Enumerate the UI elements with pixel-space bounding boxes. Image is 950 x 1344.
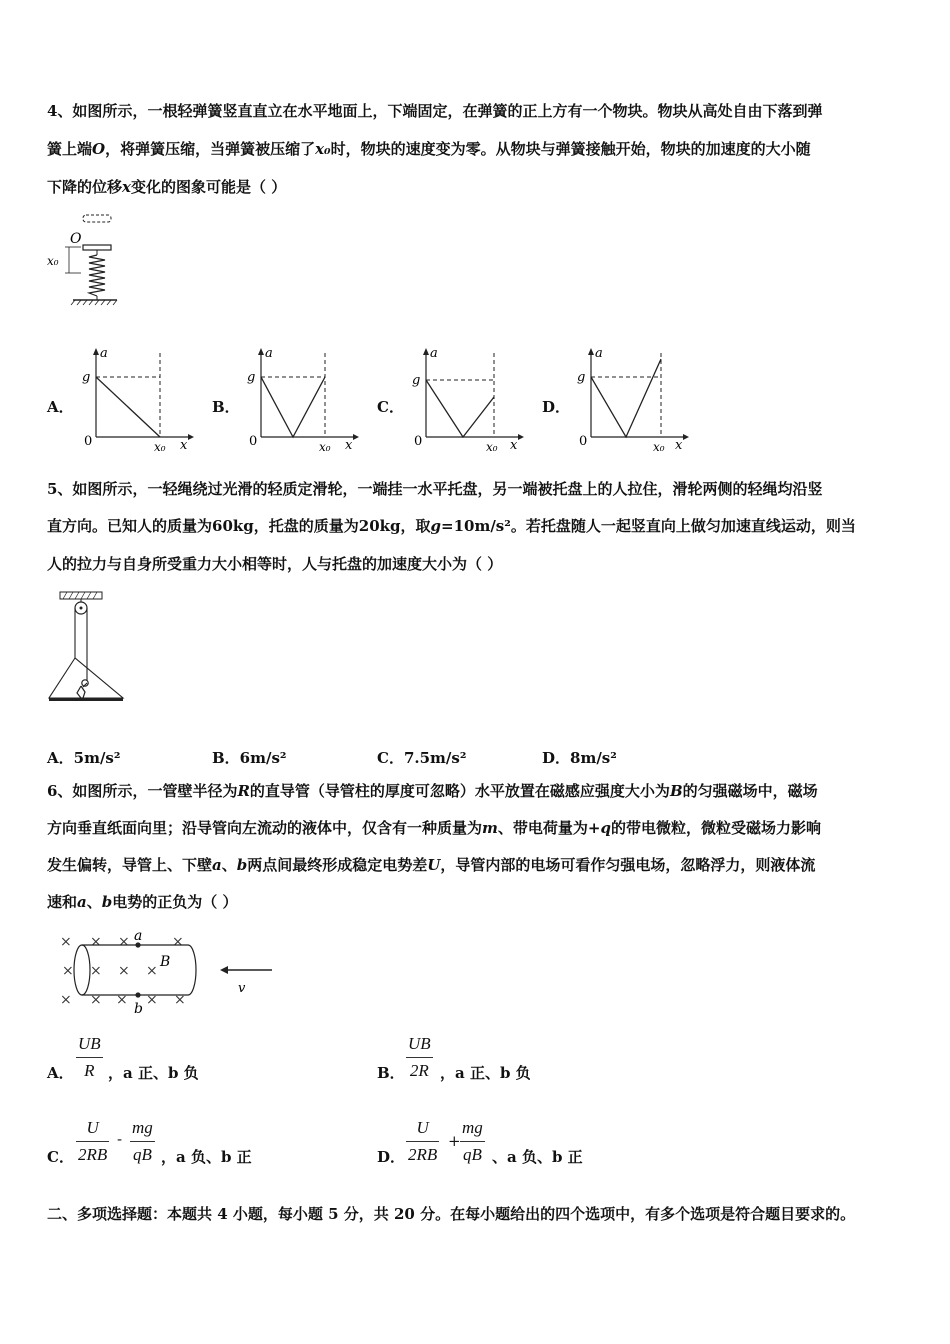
q6-text: 6、如图所示，一管壁半径为: [47, 782, 238, 800]
q6-text: 速和: [47, 893, 78, 911]
numerator: U: [416, 1118, 429, 1137]
q6-var-a: a: [77, 893, 87, 911]
q6-text: 的带电微粒，微粒受磁场力影响: [610, 819, 821, 837]
graph-c-label-x: x: [510, 438, 518, 453]
q5-option-b[interactable]: B．6m/s²: [212, 749, 287, 767]
q6-var-u: U: [427, 856, 441, 874]
spring-figure: [45, 210, 125, 310]
q5-option-d[interactable]: D．8m/s²: [542, 749, 617, 767]
q4-var-o: O: [92, 140, 106, 158]
point-b: [135, 992, 140, 997]
q6-option-a-text: ，a 正、b 负: [108, 1064, 199, 1082]
denominator: 2R: [409, 1061, 429, 1080]
cross: ×: [62, 963, 74, 979]
q4-option-d-label[interactable]: D．: [542, 398, 571, 416]
q6-option-b-label[interactable]: B．: [377, 1064, 405, 1082]
graph-c-label-g: g: [412, 373, 421, 388]
pulley-figure: [45, 590, 135, 710]
graph-d[interactable]: [573, 345, 693, 455]
graph-c-curve: [426, 380, 494, 437]
q6-option-d-fraction-1: [406, 1118, 439, 1165]
graph-c-label-a: a: [430, 346, 438, 361]
q5-line-2: [47, 517, 907, 536]
graph-d-curve: [591, 359, 661, 437]
cross: ×: [60, 992, 72, 1008]
graph-a-label-g: g: [82, 370, 91, 385]
graph-a-curve: [96, 377, 160, 437]
label-a: a: [134, 928, 143, 944]
q5-text: =10m/s²。若托盘随人一起竖直向上做匀加速直线运动，则当: [441, 517, 856, 535]
q4-option-c-label[interactable]: C．: [377, 398, 404, 416]
cross: ×: [60, 934, 72, 950]
q6-option-b-fraction: [406, 1034, 433, 1081]
q6-line-1: [47, 782, 907, 801]
graph-a-label-x0: x₀: [154, 440, 166, 454]
graph-b-label-g: g: [247, 370, 256, 385]
graph-b[interactable]: [243, 345, 363, 455]
q4-text: ，将弹簧压缩，当弹簧被压缩了: [105, 140, 316, 158]
q6-var-b: b: [101, 893, 113, 911]
cross: ×: [174, 992, 186, 1008]
q6-text: 方向垂直纸面向里；沿导管向左流动的液体中，仅含有一种质量为: [47, 819, 483, 837]
q6-var-r: R: [237, 782, 250, 800]
cross: ×: [118, 934, 130, 950]
q6-option-d-operator: +: [448, 1132, 461, 1150]
q4-text: 时，物块的速度变为零。从物块与弹簧接触开始，物块的加速度的大小随: [330, 140, 811, 158]
cross: ×: [116, 992, 128, 1008]
tray: [49, 698, 123, 701]
person-icon: [77, 680, 88, 698]
q6-option-c-label[interactable]: C．: [47, 1148, 74, 1166]
q6-line-4: [47, 893, 907, 912]
q6-var-m: m: [482, 819, 498, 837]
graph-d-label-x0: x₀: [653, 440, 665, 454]
denominator: R: [84, 1061, 95, 1080]
spring-cap: [83, 245, 111, 250]
graph-d-label-x: x: [675, 438, 683, 453]
q6-line-2: [47, 819, 907, 838]
q6-text: 、: [86, 893, 102, 911]
denominator: 2RB: [408, 1145, 438, 1164]
q6-option-d-fraction-2: [460, 1118, 485, 1165]
cross: ×: [146, 963, 158, 979]
q6-option-b-text: ，a 正、b 负: [440, 1064, 531, 1082]
graph-c[interactable]: [408, 345, 528, 455]
q6-text: 、: [221, 856, 237, 874]
q6-var-a: a: [212, 856, 222, 874]
q6-text: 电势的正负为（ ）: [112, 893, 238, 911]
graph-a[interactable]: [78, 345, 198, 455]
graph-a-label-0: 0: [84, 434, 93, 449]
q6-text: 发生偏转，导管上、下壁: [47, 856, 213, 874]
falling-block-dashed: [83, 215, 111, 222]
cross: ×: [118, 963, 130, 979]
q6-option-a-fraction: [76, 1034, 103, 1081]
q6-text: 两点间最终形成稳定电势差: [247, 856, 428, 874]
graph-b-label-0: 0: [249, 434, 258, 449]
q6-var-q: q: [600, 819, 611, 837]
q5-var-g: g: [430, 517, 442, 535]
q6-var-b: b: [236, 856, 248, 874]
graph-b-label-x: x: [345, 438, 353, 453]
q6-option-d-label[interactable]: D．: [377, 1148, 406, 1166]
graph-b-curve: [261, 377, 325, 437]
graph-c-label-0: 0: [414, 434, 423, 449]
q6-option-c-fraction-1: [76, 1118, 109, 1165]
q6-line-3: [47, 856, 907, 875]
cross: ×: [90, 992, 102, 1008]
label-o: O: [70, 231, 82, 247]
q6-text: 的匀强磁场中，磁场: [682, 782, 818, 800]
q5-line-1: 5、如图所示，一轻绳绕过光滑的轻质定滑轮，一端挂一水平托盘，另一端被托盘上的人拉住，滑轮两侧的轻绳均沿竖: [47, 480, 823, 498]
numerator: UB: [408, 1034, 431, 1053]
q5-option-a[interactable]: A．5m/s²: [47, 749, 121, 767]
q6-option-a-label[interactable]: A．: [47, 1064, 74, 1082]
graph-b-label-a: a: [265, 346, 273, 361]
q4-line-1: 4、如图所示，一根轻弹簧竖直直立在水平地面上，下端固定，在弹簧的正上方有一个物块。物块从高处自由下落到弹: [47, 102, 823, 120]
q4-var-x: x: [122, 178, 131, 196]
numerator: U: [86, 1118, 99, 1137]
q6-option-c-text: ，a 负、b 正: [161, 1148, 252, 1166]
label-v: v: [238, 981, 246, 996]
graph-a-label-a: a: [100, 346, 108, 361]
cross: ×: [172, 934, 184, 950]
q5-text: 直方向。已知人的质量为60kg，托盘的质量为20kg，取: [47, 517, 431, 535]
denominator: 2RB: [78, 1145, 108, 1164]
cross: ×: [90, 963, 102, 979]
q4-text: 变化的图象可能是（ ）: [130, 178, 287, 196]
q6-option-c-fraction-2: [130, 1118, 155, 1165]
pipe-figure: [50, 926, 290, 1018]
tray-hanger: [49, 658, 123, 698]
q4-var-x0: x₀: [315, 140, 331, 158]
denominator: qB: [132, 1145, 152, 1164]
numerator: mg: [132, 1118, 153, 1137]
graph-a-label-x: x: [180, 438, 188, 453]
q6-text: 、带电荷量为+: [497, 819, 601, 837]
spring-coil: [89, 255, 105, 296]
q6-option-c-operator: -: [117, 1130, 123, 1148]
label-field-b: B: [160, 954, 171, 970]
q5-line-3: 人的拉力与自身所受重力大小相等时，人与托盘的加速度大小为（ ）: [47, 555, 503, 573]
numerator: mg: [462, 1118, 483, 1137]
graph-c-label-x0: x₀: [486, 440, 498, 454]
q4-option-b-label[interactable]: B．: [212, 398, 240, 416]
label-x0: x₀: [47, 254, 59, 268]
q6-text: 的直导管（导管柱的厚度可忽略）水平放置在磁感应强度大小为: [249, 782, 670, 800]
cross: ×: [146, 992, 158, 1008]
q4-line-3: [47, 178, 907, 197]
q6-text: ，导管内部的电场可看作匀强电场，忽略浮力，则液体流: [440, 856, 816, 874]
q4-option-a-label[interactable]: A．: [47, 398, 74, 416]
graph-d-label-0: 0: [579, 434, 588, 449]
numerator: UB: [78, 1034, 101, 1053]
cross: ×: [90, 934, 102, 950]
q4-text: 下降的位移: [47, 178, 123, 196]
section-2-heading: 二、多项选择题：本题共 4 小题，每小题 5 分，共 20 分。在每小题给出的四个选项中，有多个选项是符合题目要求的。: [47, 1205, 856, 1223]
label-b: b: [134, 1001, 143, 1017]
q6-var-b-field: B: [669, 782, 683, 800]
graph-b-label-x0: x₀: [319, 440, 331, 454]
denominator: qB: [462, 1145, 482, 1164]
q4-text: 簧上端: [47, 140, 93, 158]
graph-d-label-a: a: [595, 346, 603, 361]
q4-line-2: [47, 140, 907, 159]
q5-option-c[interactable]: C．7.5m/s²: [377, 749, 467, 767]
q6-option-d-text: 、a 负、b 正: [492, 1148, 583, 1166]
graph-d-label-g: g: [577, 370, 586, 385]
